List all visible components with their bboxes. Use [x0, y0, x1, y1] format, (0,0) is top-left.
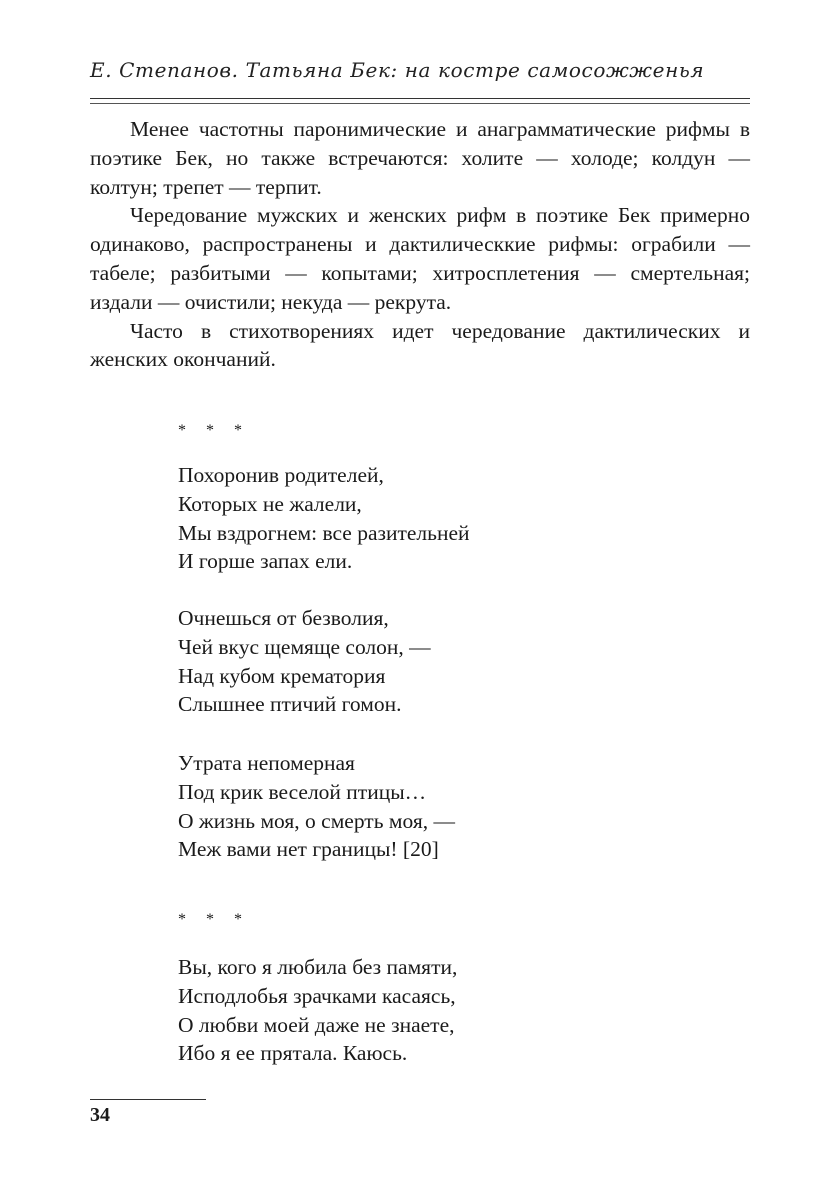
poem-line: Меж вами нет границы! [20] [178, 837, 439, 862]
poem-line: Чей вкус щемяще солон, — [178, 634, 431, 659]
poem-line: Которых не жалели, [178, 491, 362, 516]
poem-line: Мы вздрогнем: все разительней [178, 520, 470, 545]
running-header: Е. Степанов. Татьяна Бек: на костре самосожженья [90, 58, 705, 82]
poem-line: О любви моей даже не знаете, [178, 1012, 455, 1037]
footer-rule [90, 1099, 206, 1100]
poem-line: О жизнь моя, о смерть моя, — [178, 808, 455, 833]
header-rule-thick [90, 98, 750, 99]
poem-2 [178, 910, 250, 930]
poem-line: Утрата непомерная [178, 751, 355, 775]
poem-line: Слышнее птичий гомон. [178, 692, 402, 717]
poem-line: Вы, кого я любила без памяти, [178, 955, 458, 979]
poem-line: Похоронив родителей, [178, 463, 384, 487]
body-text [90, 115, 750, 374]
poem-1 [178, 421, 250, 441]
header-rule-thin [90, 103, 750, 104]
poem-line: Очнешься от безволия, [178, 606, 389, 630]
paragraph: Чередование мужских и женских рифм в поэтике Бек примерно одинаково, распространены и дактилическкие рифмы: ограбили — табеле; разбитыми — копытами; хитросплетения — смертельная; издали — очистили; некуда — рекрута. [90, 203, 750, 314]
poem-1-stanza-1 [178, 461, 470, 576]
poem-2-stanza-1 [178, 953, 457, 1068]
paragraph: Менее частотны паронимические и анаграмматические рифмы в поэтике Бек, но также встречаются: холите — холоде; колдун — колтун; трепет — терпит. [90, 117, 750, 199]
asterism: * * * [178, 422, 250, 439]
poem-line: Ибо я ее прятала. Каюсь. [178, 1041, 408, 1066]
paragraph: Часто в стихотворениях идет чередование дактилических и женских окончаний. [90, 318, 750, 372]
poem-1-stanza-3 [178, 749, 455, 864]
poem-line: Над кубом крематория [178, 663, 386, 688]
asterism: * * * [178, 911, 250, 928]
poem-line: Исподлобья зрачками касаясь, [178, 983, 456, 1008]
poem-line: Под крик веселой птицы… [178, 779, 427, 804]
poem-1-stanza-2 [178, 604, 431, 719]
poem-line: И горше запах ели. [178, 549, 353, 574]
page-number: 34 [90, 1104, 110, 1126]
